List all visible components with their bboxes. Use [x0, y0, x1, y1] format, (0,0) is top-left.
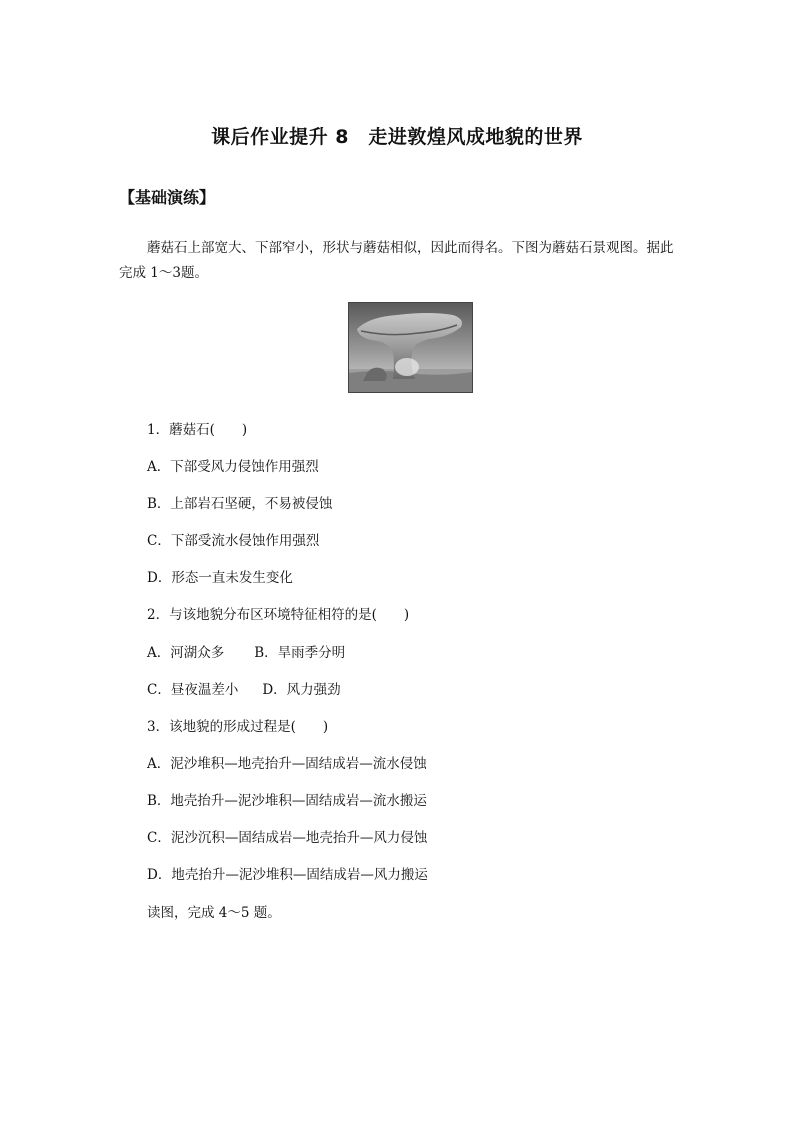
question-2-option-a: A．河湖众多 — [147, 645, 225, 661]
question-3-option-c: C．泥沙沉积—固结成岩—地壳抬升—风力侵蚀 — [147, 830, 428, 846]
question-3-option-a: A．泥沙堆积—地壳抬升—固结成岩—流水侵蚀 — [147, 756, 427, 772]
mushroom-rock-photo — [348, 302, 473, 393]
question-1-option-a: A．下部受风力侵蚀作用强烈 — [147, 459, 319, 475]
question-3-stem: 3．该地貌的形成过程是( ) — [147, 719, 329, 735]
section-heading: 【基础演练】 — [119, 188, 216, 207]
mushroom-rock-icon — [349, 303, 472, 392]
question-1-option-c: C．下部受流水侵蚀作用强烈 — [147, 533, 320, 549]
page-title: 课后作业提升 8 走进敦煌风成地貌的世界 — [211, 126, 583, 148]
next-intro: 读图，完成 4～5 题。 — [147, 905, 281, 921]
question-1-option-d: D．形态一直未发生变化 — [147, 570, 293, 586]
intro-paragraph: 蘑菇石上部宽大、下部窄小，形状与蘑菇相似，因此而得名。下图为蘑菇石景观图。据此完成 1～3题。 — [119, 240, 674, 281]
question-2-options-row-2 — [147, 678, 341, 698]
question-1-stem: 1．蘑菇石( ) — [147, 422, 248, 438]
question-2-option-d: D．风力强劲 — [262, 682, 341, 698]
question-3-option-d: D．地壳抬升—泥沙堆积—固结成岩—风力搬运 — [147, 867, 428, 883]
question-2-option-b: B．旱雨季分明 — [254, 645, 346, 661]
question-2-stem: 2．与该地貌分布区环境特征相符的是( ) — [147, 607, 410, 623]
question-3-option-b: B．地壳抬升—泥沙堆积—固结成岩—流水搬运 — [147, 793, 427, 809]
question-2-option-c: C．昼夜温差小 — [147, 682, 239, 698]
question-1-option-b: B．上部岩石坚硬，不易被侵蚀 — [147, 496, 333, 512]
question-2-options-row-1 — [147, 641, 345, 661]
